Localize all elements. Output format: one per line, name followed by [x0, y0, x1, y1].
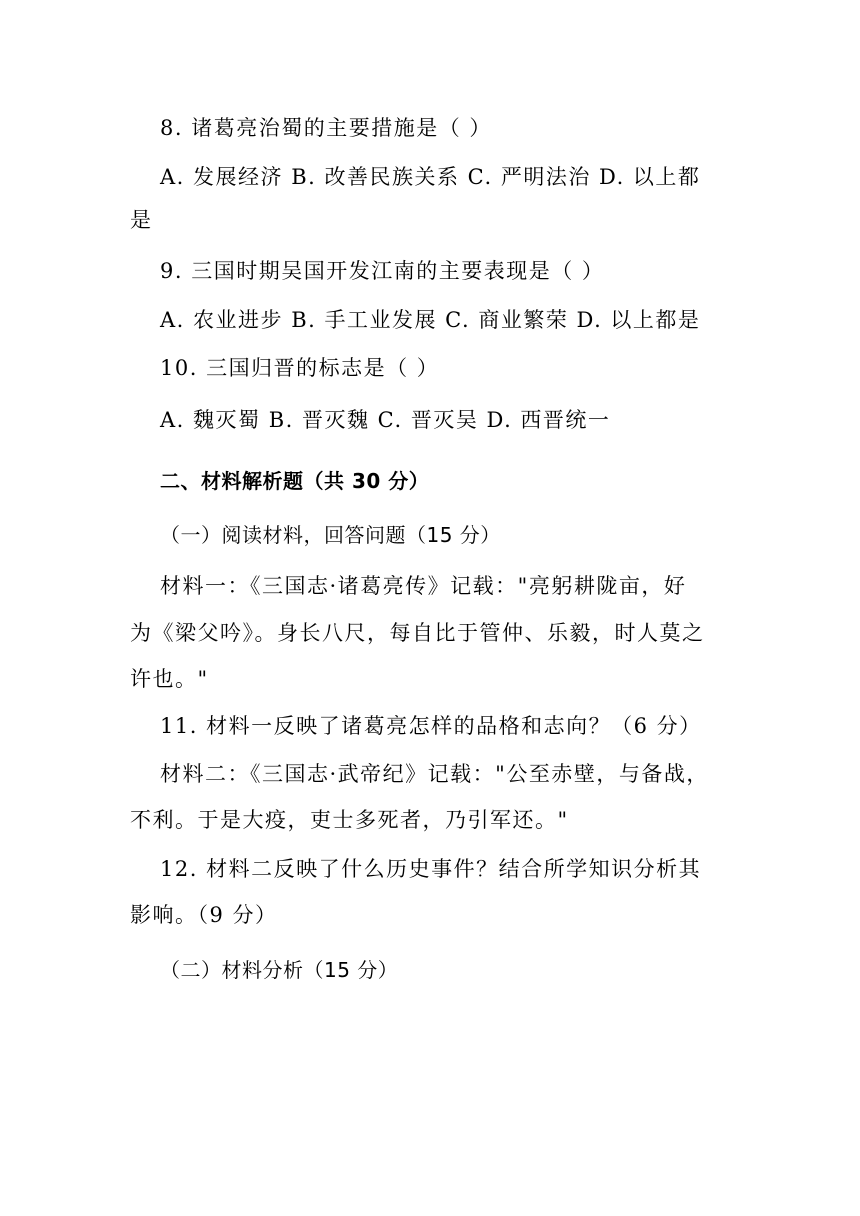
question-12-continued: 影响。（9 分） [130, 903, 278, 927]
section-heading: 二、材料解析题（共 30 分） [160, 469, 430, 493]
question-11: 11. 材料一反映了诸葛亮怎样的品格和志向？（6 分） [160, 714, 702, 738]
material-2-line-1: 材料二：《三国志·武帝纪》记载："公至赤壁，与备战， [160, 762, 709, 786]
material-1-line-2: 为《梁父吟》。身长八尺，每自比于管仲、乐毅，时人莫之 [130, 621, 705, 645]
question-8: 8. 诸葛亮治蜀的主要措施是（ ） [160, 116, 492, 140]
question-9-options: A. 农业进步 B. 手工业发展 C. 商业繁荣 D. 以上都是 [160, 308, 701, 332]
subsection-heading-1: （一）阅读材料，回答问题（15 分） [160, 523, 501, 547]
subsection-heading-2: （二）材料分析（15 分） [160, 958, 399, 982]
material-2-line-2: 不利。于是大疫，吏士多死者，乃引军还。" [130, 808, 569, 832]
question-8-options: A. 发展经济 B. 改善民族关系 C. 严明法治 D. 以上都 [160, 165, 701, 189]
material-1-line-1: 材料一：《三国志·诸葛亮传》记载："亮躬耕陇亩，好 [160, 574, 687, 598]
question-8-options-continued: 是 [130, 208, 153, 232]
question-12: 12. 材料二反映了什么历史事件？结合所学知识分析其 [160, 857, 702, 881]
question-10: 10. 三国归晋的标志是（ ） [160, 356, 440, 380]
material-1-line-3: 许也。" [130, 667, 209, 691]
question-9: 9. 三国时期吴国开发江南的主要表现是（ ） [160, 259, 605, 283]
question-10-options: A. 魏灭蜀 B. 晋灭魏 C. 晋灭吴 D. 西晋统一 [160, 408, 611, 432]
